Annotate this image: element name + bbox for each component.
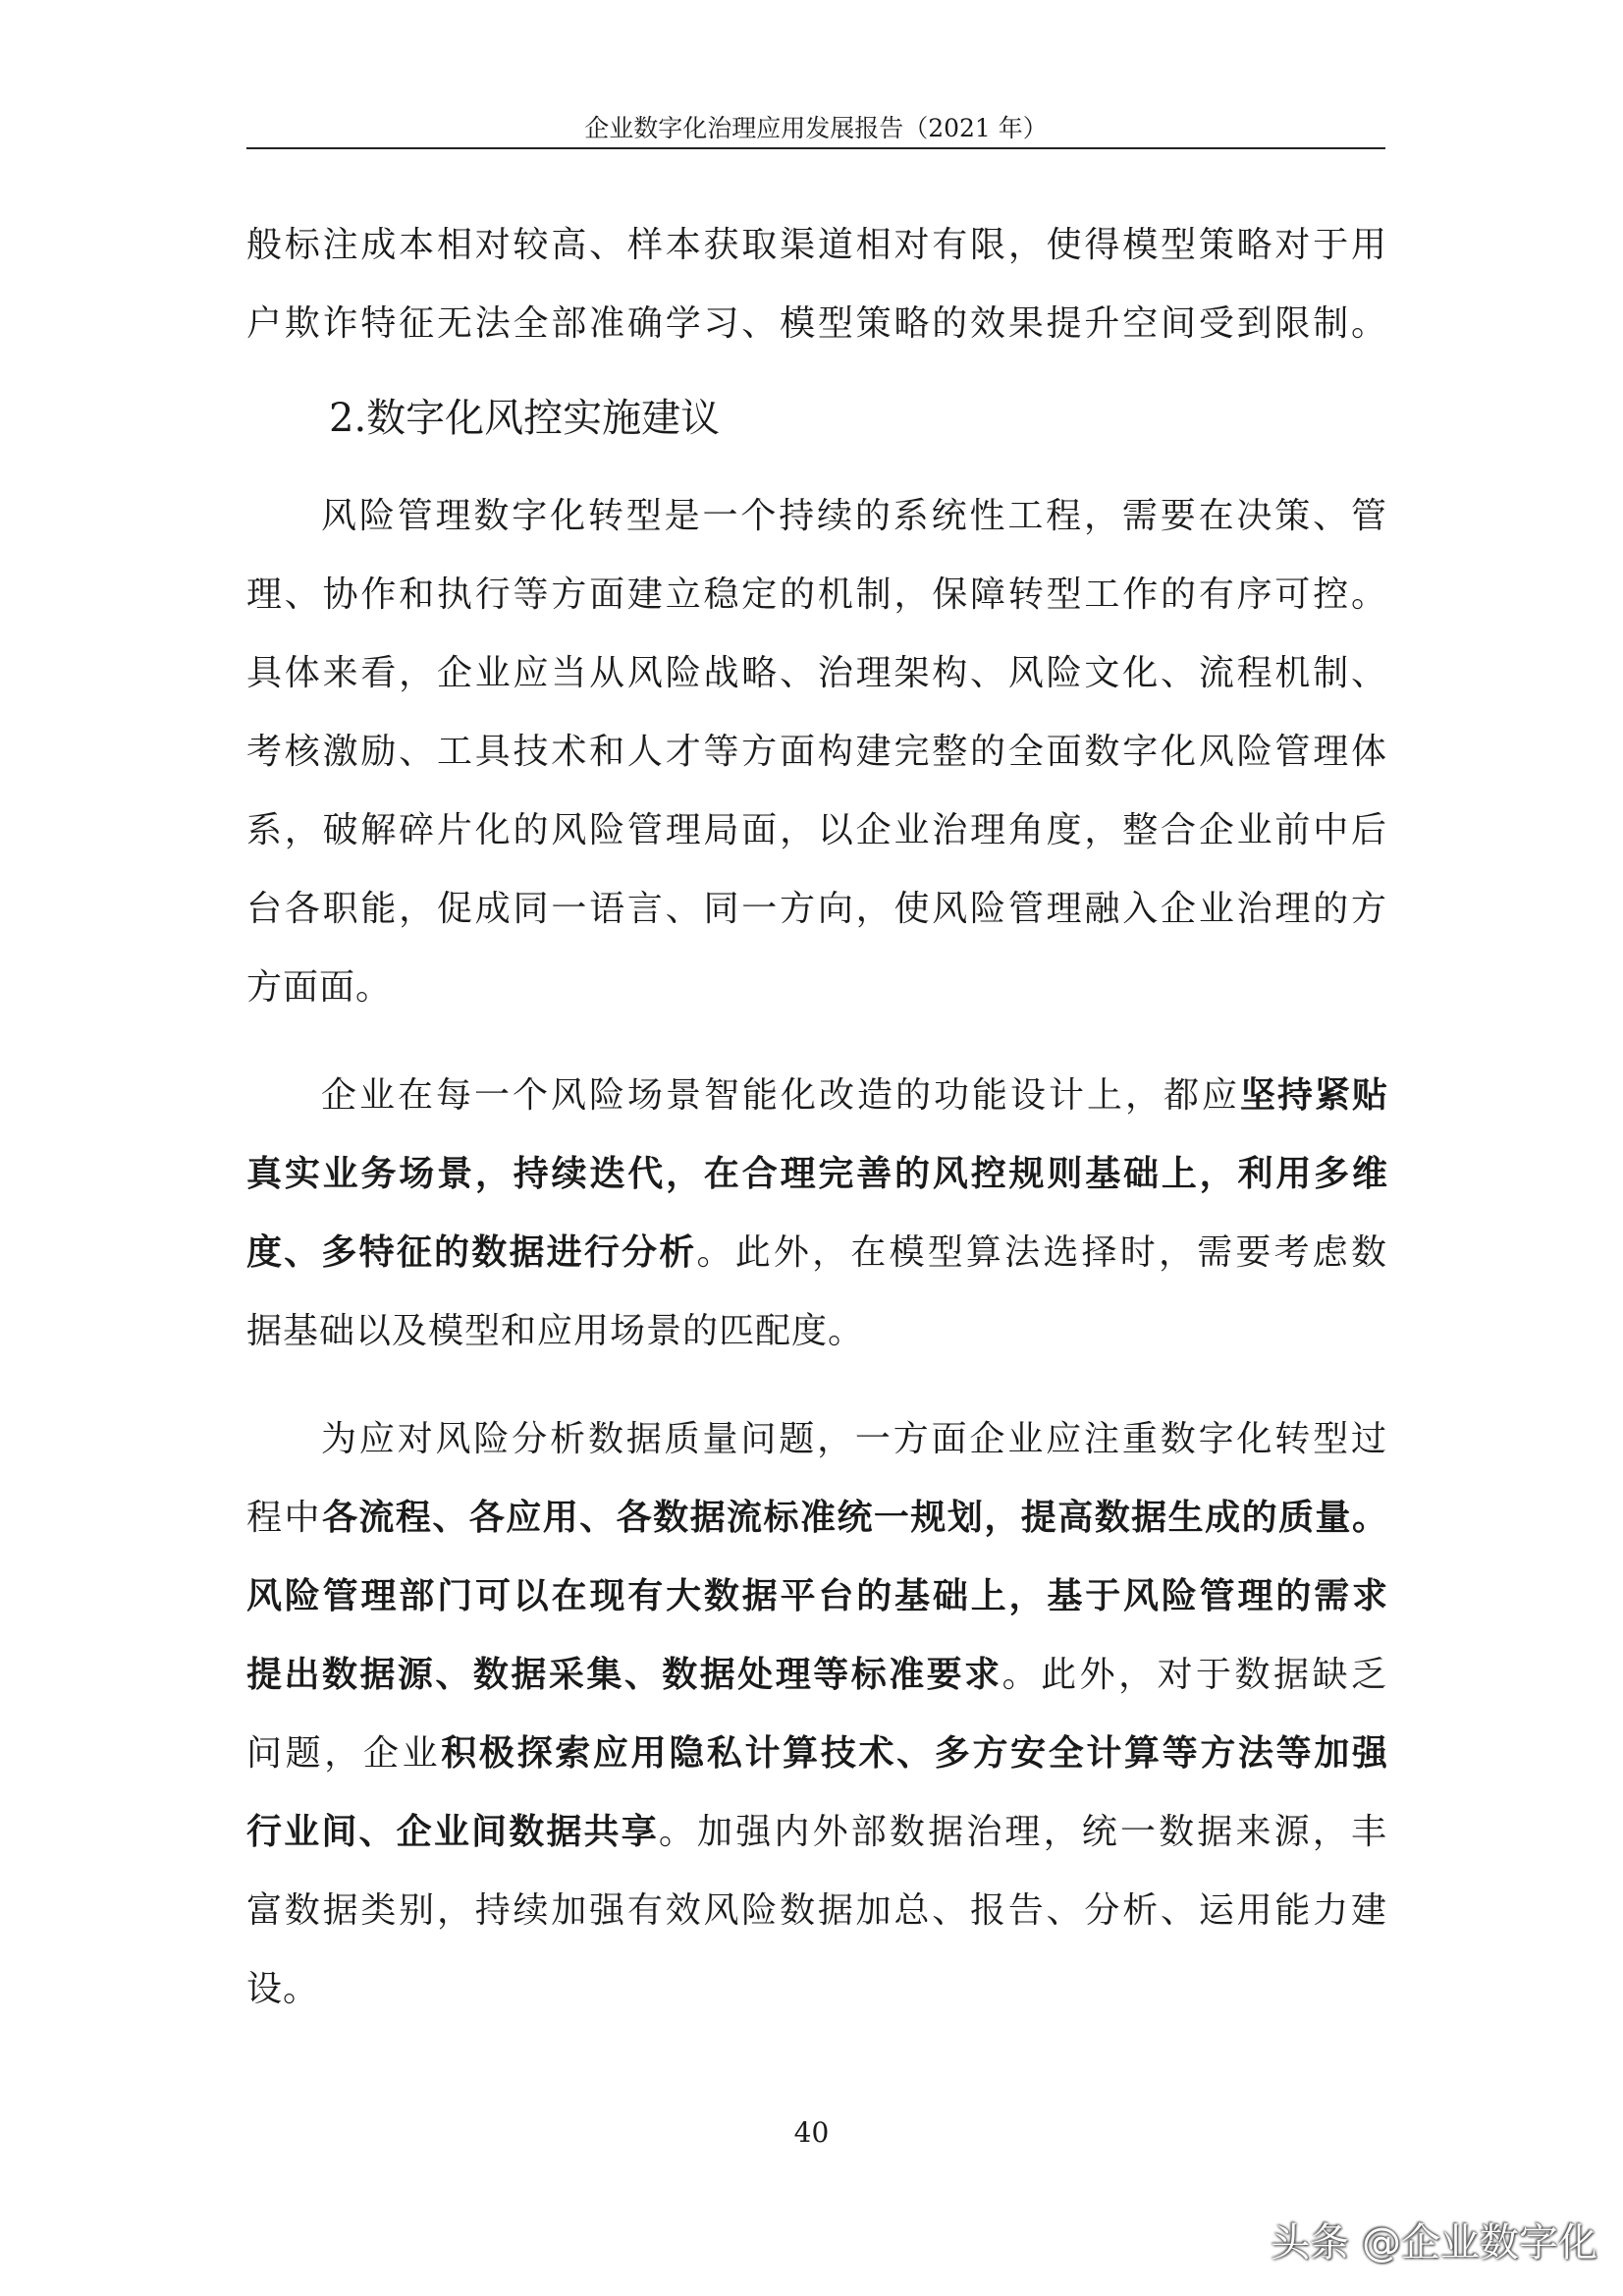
para3-line-4-emphasis: 提出数据源、数据采集、数据处理等标准要求 bbox=[246, 1655, 1002, 1695]
para1-line-5: 系，破解碎片化的风险管理局面，以企业治理角度，整合企业前中后 bbox=[246, 810, 1387, 850]
para1-line-1: 风险管理数字化转型是一个持续的系统性工程，需要在决策、管 bbox=[321, 496, 1387, 536]
para3-line-3 bbox=[246, 1567, 1387, 1626]
para0-line-1: 般标注成本相对较高、样本获取渠道相对有限，使得模型策略对于用 bbox=[246, 225, 1387, 265]
para2-line-1-text: 企业在每一个风险场景智能化改造的功能设计上，都应 bbox=[321, 1075, 1240, 1116]
para3-line-7: 富数据类别，持续加强有效风险数据加总、报告、分析、运用能力建 bbox=[246, 1890, 1387, 1931]
para3-line-6-text: 。加强内外部数据治理，统一数据来源，丰 bbox=[658, 1812, 1387, 1852]
para2-line-2 bbox=[246, 1145, 1387, 1204]
para3-line-2-text: 程中 bbox=[246, 1498, 322, 1538]
para3-line-8: 设。 bbox=[246, 1969, 320, 2009]
para1-line-2: 理、协作和执行等方面建立稳定的机制，保障转型工作的有序可控。 bbox=[246, 574, 1387, 615]
para3-line-5 bbox=[246, 1724, 1387, 1783]
watermark: 头条 @企业数字化 bbox=[1271, 2220, 1597, 2266]
para3-line-2 bbox=[246, 1489, 1387, 1548]
para3-line-5-text: 问题，企业 bbox=[246, 1733, 442, 1774]
page-number: 40 bbox=[793, 2116, 830, 2149]
page-header: 企业数字化治理应用发展报告（2021 年） bbox=[246, 110, 1385, 149]
para1-line-6: 台各职能，促成同一语言、同一方向，使风险管理融入企业治理的方 bbox=[246, 889, 1387, 929]
para2-line-3 bbox=[246, 1224, 1387, 1283]
para1-line-7: 方面面。 bbox=[246, 967, 393, 1008]
para2-line-2-emphasis: 真实业务场景，持续迭代，在合理完善的风控规则基础上，利用多维 bbox=[246, 1154, 1387, 1194]
para3-line-4 bbox=[246, 1646, 1387, 1705]
para2-line-3-text: 。此外，在模型算法选择时，需要考虑数 bbox=[696, 1232, 1387, 1273]
para3-line-2-emphasis: 各流程、各应用、各数据流标准统一规划，提高数据生成的质量。 bbox=[321, 1498, 1387, 1538]
para2-line-1 bbox=[246, 1066, 1387, 1125]
para3-line-5-emphasis: 积极探索应用隐私计算技术、多方安全计算等方法等加强 bbox=[441, 1733, 1387, 1774]
para3-line-1: 为应对风险分析数据质量问题，一方面企业应注重数字化转型过 bbox=[321, 1419, 1387, 1459]
para3-line-3-emphasis: 风险管理部门可以在现有大数据平台的基础上，基于风险管理的需求 bbox=[246, 1576, 1387, 1616]
para3-line-6-emphasis: 行业间、企业间数据共享 bbox=[246, 1812, 659, 1852]
para1-line-3: 具体来看，企业应当从风险战略、治理架构、风险文化、流程机制、 bbox=[246, 653, 1387, 693]
para0-line-2: 户欺诈特征无法全部准确学习、模型策略的效果提升空间受到限制。 bbox=[246, 303, 1387, 344]
section-heading: 2.数字化风控实施建议 bbox=[329, 396, 721, 441]
para2-line-4: 据基础以及模型和应用场景的匹配度。 bbox=[246, 1311, 865, 1351]
para1-line-4: 考核激励、工具技术和人才等方面构建完整的全面数字化风险管理体 bbox=[246, 732, 1387, 772]
para3-line-4-text: 。此外，对于数据缺乏 bbox=[1001, 1655, 1387, 1695]
para2-line-1-emphasis: 坚持紧贴 bbox=[1239, 1075, 1387, 1116]
para2-line-3-emphasis: 度、多特征的数据进行分析 bbox=[246, 1232, 697, 1273]
para3-line-6 bbox=[246, 1803, 1387, 1862]
